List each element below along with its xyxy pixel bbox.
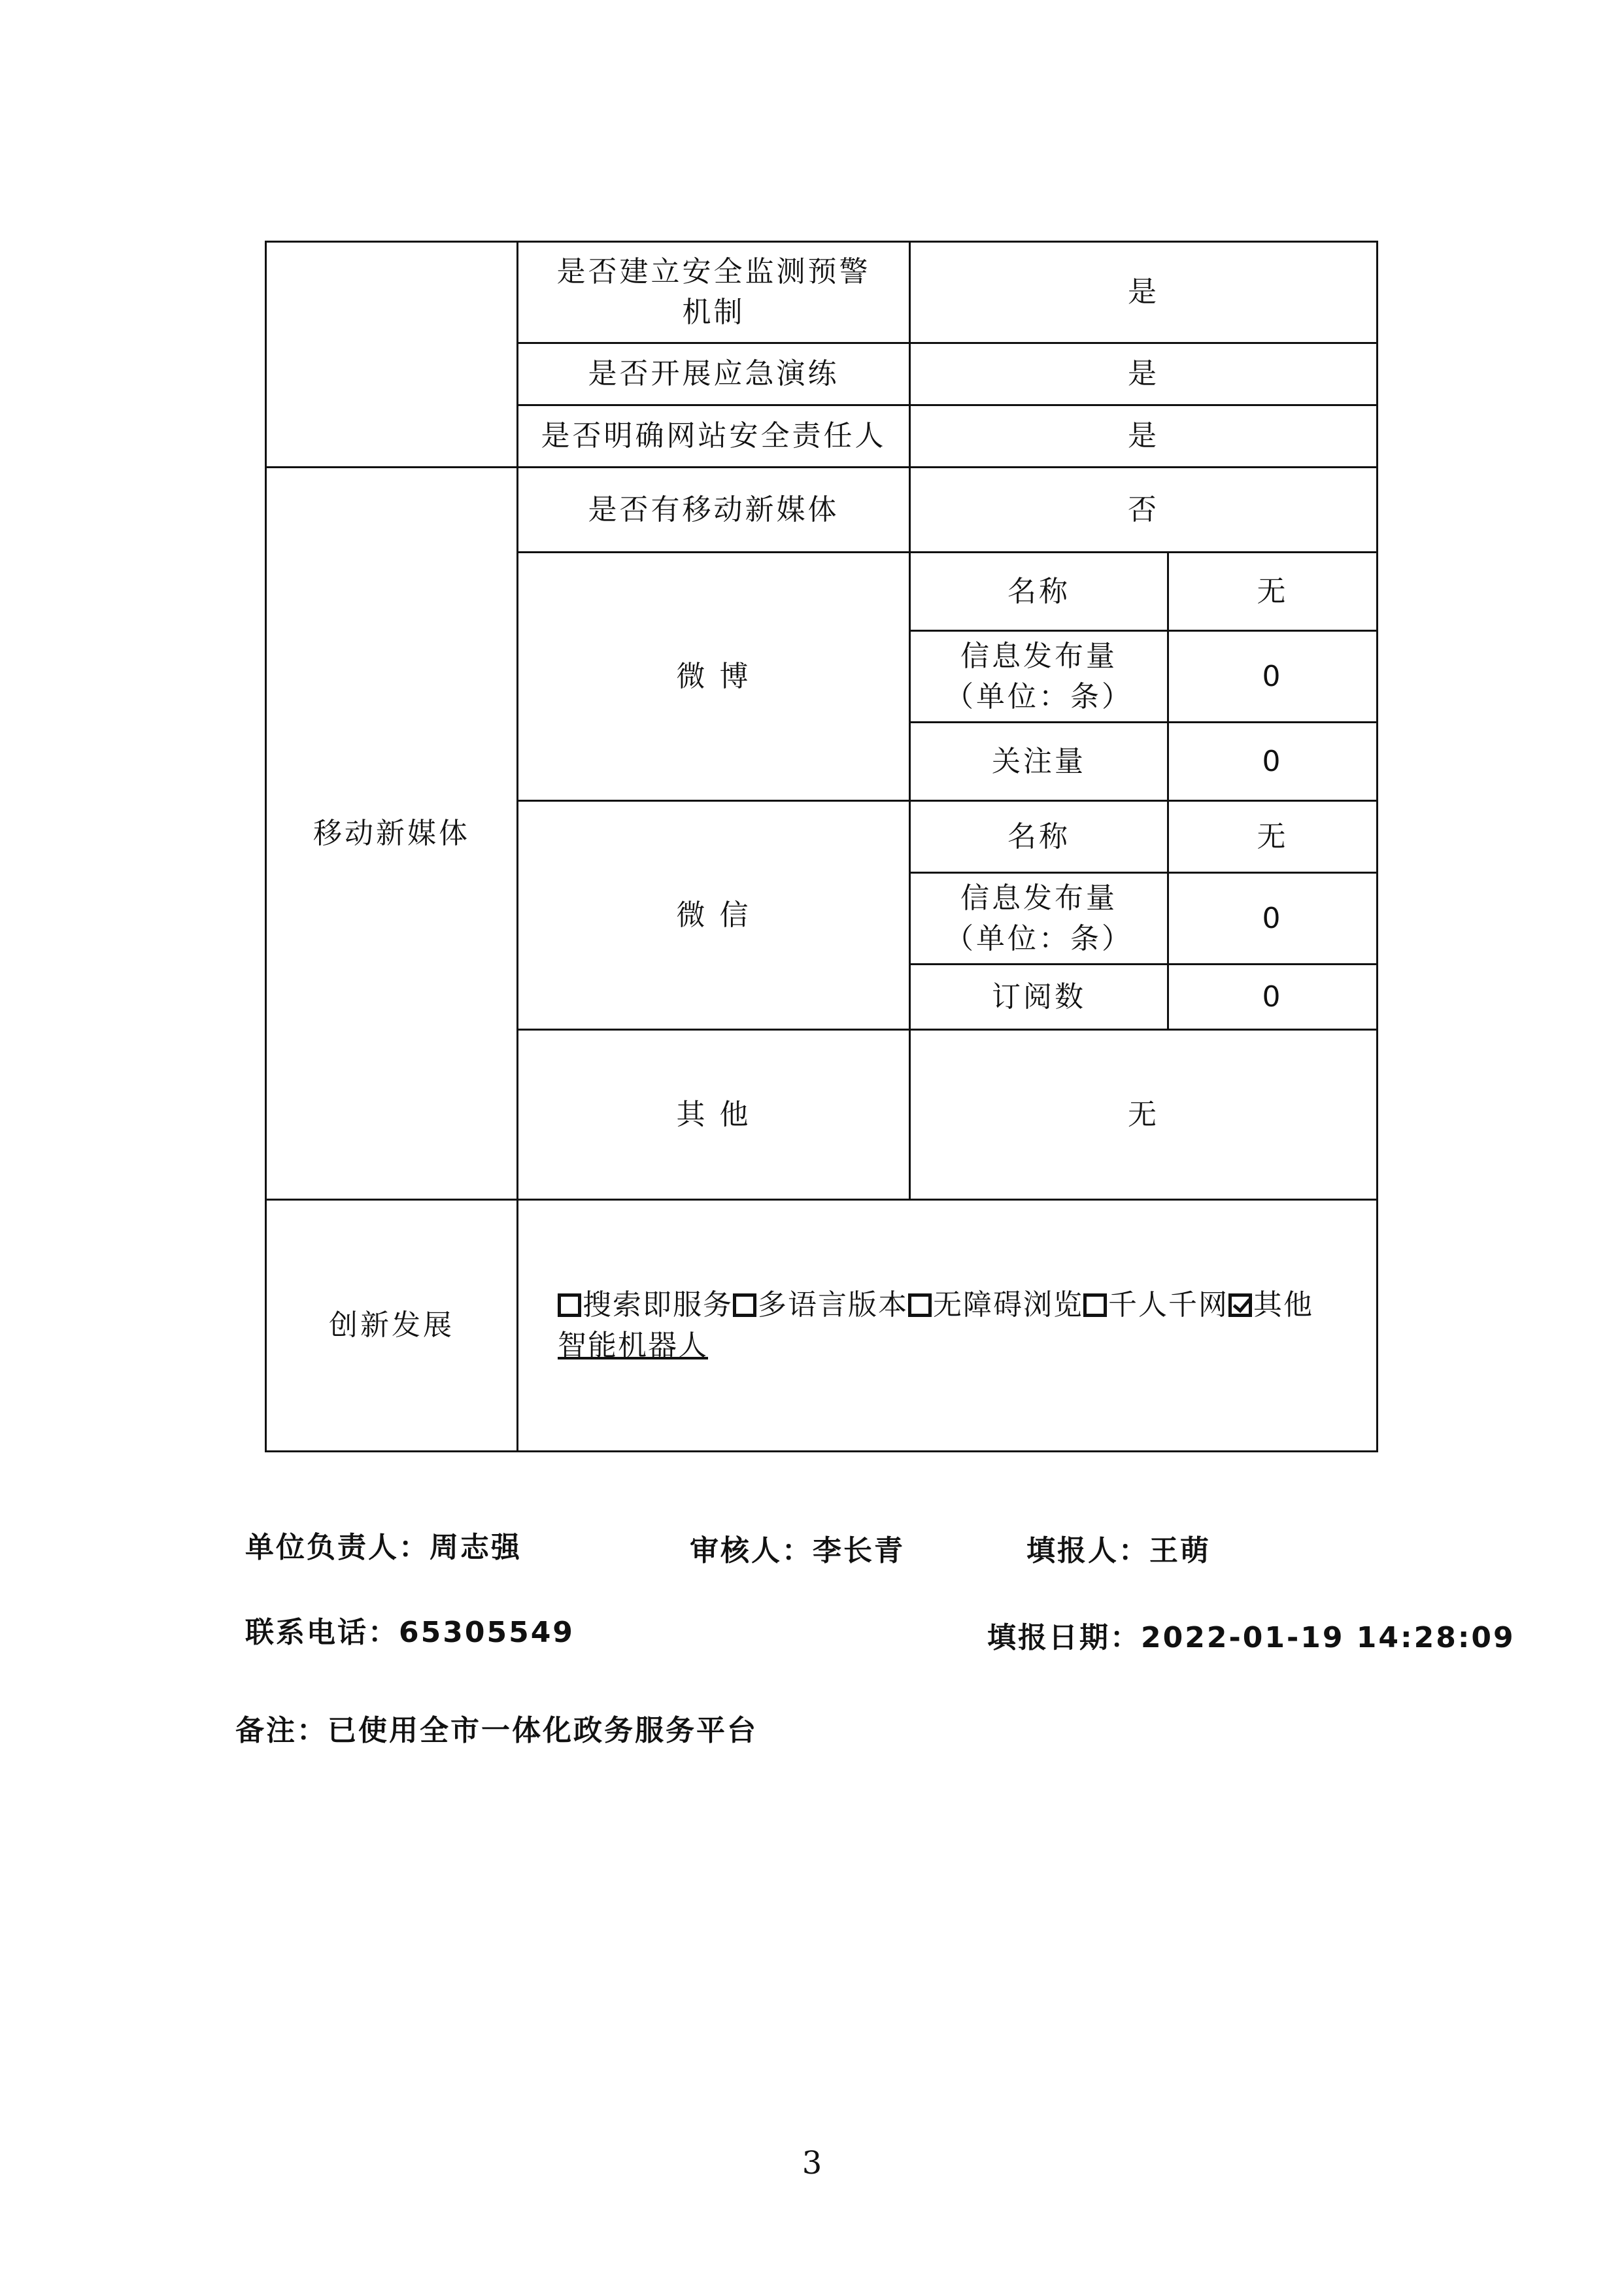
table-row <box>266 242 1378 343</box>
innovation-checkbox-line <box>558 1285 1370 1325</box>
other-media-value: 无 <box>910 1030 1378 1200</box>
label-line: 机制 <box>682 296 745 329</box>
option-label: 无障碍浏览 <box>933 1288 1083 1322</box>
innovation-options <box>518 1200 1378 1452</box>
security-monitor-label <box>518 242 910 343</box>
unit-head: 单位负责人：周志强 <box>245 1531 522 1564</box>
has-media-value: 否 <box>910 468 1378 553</box>
security-owner-value: 是 <box>910 405 1378 468</box>
security-owner-label: 是否明确网站安全责任人 <box>518 405 910 468</box>
weibo-posts-label <box>910 631 1168 723</box>
security-monitor-value: 是 <box>910 242 1378 343</box>
option-personalized[interactable] <box>1083 1288 1228 1322</box>
fill-date: 填报日期：2022-01-19 14:28:09 <box>987 1621 1515 1654</box>
filler: 填报人：王萌 <box>1026 1534 1211 1567</box>
wechat-posts-value: 0 <box>1168 873 1378 965</box>
weibo-posts-value: 0 <box>1168 631 1378 723</box>
weibo-followers-value: 0 <box>1168 723 1378 801</box>
option-label: 千人千网 <box>1108 1288 1228 1322</box>
label-line: （单位：条） <box>945 921 1133 955</box>
option-label: 搜索即服务 <box>583 1288 733 1322</box>
label-line: 是否建立安全监测预警 <box>556 255 871 289</box>
weibo-label: 微 博 <box>518 553 910 801</box>
other-media-label: 其 他 <box>518 1030 910 1200</box>
security-section-cell <box>266 242 518 468</box>
weibo-followers-label: 关注量 <box>910 723 1168 801</box>
option-multilingual[interactable] <box>733 1288 908 1322</box>
emergency-drill-value: 是 <box>910 343 1378 405</box>
label-line: 信息发布量 <box>960 639 1117 673</box>
innovation-other-text: 智能机器人 <box>558 1329 708 1362</box>
checkbox-unchecked-icon[interactable] <box>733 1293 756 1317</box>
option-label: 其他 <box>1253 1288 1313 1322</box>
emergency-drill-label: 是否开展应急演练 <box>518 343 910 405</box>
table-row <box>266 468 1378 553</box>
reviewer: 审核人：李长青 <box>690 1534 905 1567</box>
wechat-name-value: 无 <box>1168 801 1378 873</box>
innovation-section-label: 创新发展 <box>266 1200 518 1452</box>
label-line: （单位：条） <box>945 679 1133 713</box>
wechat-subs-value: 0 <box>1168 965 1378 1030</box>
checkbox-unchecked-icon[interactable] <box>558 1293 581 1317</box>
note: 备注：已使用全市一体化政务服务平台 <box>235 1714 758 1747</box>
wechat-label: 微 信 <box>518 801 910 1030</box>
wechat-subs-label: 订阅数 <box>910 965 1168 1030</box>
has-media-label: 是否有移动新媒体 <box>518 468 910 553</box>
page-number: 3 <box>802 2145 822 2181</box>
table-row <box>266 1200 1378 1452</box>
weibo-name-label: 名称 <box>910 553 1168 631</box>
checkbox-unchecked-icon[interactable] <box>908 1293 932 1317</box>
media-section-label: 移动新媒体 <box>266 468 518 1200</box>
wechat-name-label: 名称 <box>910 801 1168 873</box>
option-accessibility[interactable] <box>908 1288 1083 1322</box>
checkbox-unchecked-icon[interactable] <box>1083 1293 1107 1317</box>
wechat-posts-label <box>910 873 1168 965</box>
option-search-as-service[interactable] <box>558 1288 733 1322</box>
checkbox-checked-icon[interactable] <box>1228 1293 1252 1317</box>
report-table <box>265 241 1378 1452</box>
contact-phone: 联系电话：65305549 <box>245 1616 575 1649</box>
label-line: 信息发布量 <box>960 881 1117 915</box>
weibo-name-value: 无 <box>1168 553 1378 631</box>
option-label: 多语言版本 <box>758 1288 908 1322</box>
option-other[interactable] <box>1228 1288 1313 1322</box>
